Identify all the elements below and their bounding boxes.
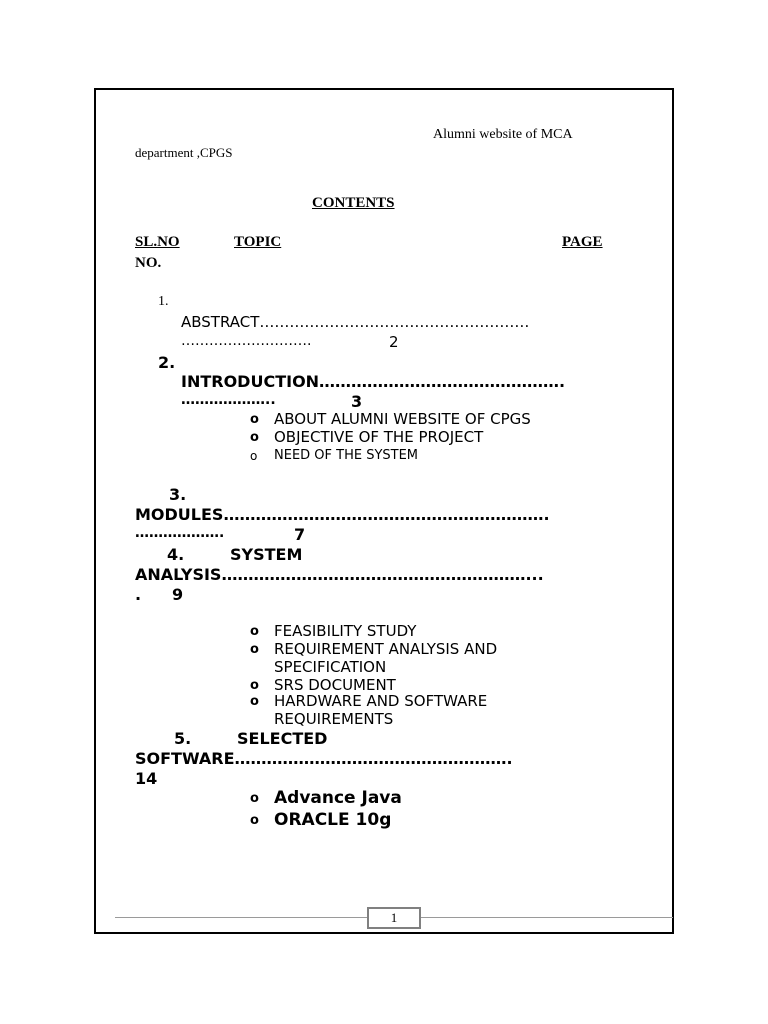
entry-5-number: 5. [174, 729, 192, 748]
entry-5-page: 14 [135, 769, 158, 788]
entry-3-page: 7 [294, 525, 306, 544]
bullet-icon: o [250, 449, 258, 463]
col-topic: TOPIC [234, 234, 282, 250]
entry-4-page: 9 [172, 585, 184, 604]
entry-4-sub-2: REQUIREMENT ANALYSIS AND [274, 640, 498, 658]
entry-1-title: ABSTRACT……………………………………………… [181, 313, 530, 331]
bullet-icon: o [250, 642, 259, 657]
bullet-icon: o [250, 430, 259, 445]
entry-4-sub-4-cont: REQUIREMENTS [274, 710, 394, 728]
entry-4-sub-3: SRS DOCUMENT [274, 676, 396, 694]
bullet-icon: o [250, 813, 259, 828]
entry-4-sub-1: FEASIBILITY STUDY [274, 622, 417, 640]
entry-4-sub-2-cont: SPECIFICATION [274, 658, 387, 676]
bullet-icon: o [250, 791, 259, 806]
entry-1-page: 2 [389, 333, 399, 351]
entry-4-number: 4. [167, 545, 185, 564]
bullet-icon: o [250, 694, 259, 709]
header-line-1: Alumni website of MCA [433, 127, 573, 142]
bullet-icon: o [250, 678, 259, 693]
entry-3-title: MODULES……………………………………………………. [135, 505, 550, 524]
entry-3-number: 3. [169, 485, 187, 504]
entry-2-sub-2: OBJECTIVE OF THE PROJECT [274, 428, 484, 446]
entry-5-title: SOFTWARE……………………………………………. [135, 749, 513, 768]
entry-3-dots: ………………. [135, 525, 225, 541]
entry-5-sub-1: Advance Java [274, 788, 402, 808]
col-page: PAGE [562, 234, 603, 250]
entry-5-title-first: SELECTED [237, 729, 328, 748]
bullet-icon: o [250, 624, 259, 639]
entry-2-number: 2. [158, 353, 176, 372]
contents-title: CONTENTS [312, 195, 395, 211]
bullet-icon: o [250, 412, 259, 427]
entry-2-dots: ……………….. [181, 392, 276, 408]
col-page-cont: NO. [135, 255, 162, 271]
entry-1-number: 1. [158, 294, 169, 309]
entry-2-sub-3: NEED OF THE SYSTEM [274, 448, 419, 463]
entry-4-title: ANALYSIS…………………………………………………... [135, 565, 544, 584]
col-slno: SL.NO [135, 234, 180, 250]
header-line-2: department ,CPGS [135, 145, 233, 160]
footer-rule-left [115, 917, 367, 918]
footer-rule-right [421, 917, 673, 918]
entry-1-dots: ………………………. [181, 333, 312, 349]
entry-2-page: 3 [351, 392, 363, 411]
entry-4-dots: . [135, 585, 142, 604]
entry-4-sub-4: HARDWARE AND SOFTWARE [274, 692, 488, 710]
entry-4-title-first: SYSTEM [230, 545, 303, 564]
page-number: 1 [367, 907, 421, 929]
entry-5-sub-2: ORACLE 10g [274, 810, 392, 830]
entry-2-sub-1: ABOUT ALUMNI WEBSITE OF CPGS [274, 410, 531, 428]
entry-2-title: INTRODUCTION………………………………………. [181, 372, 566, 391]
